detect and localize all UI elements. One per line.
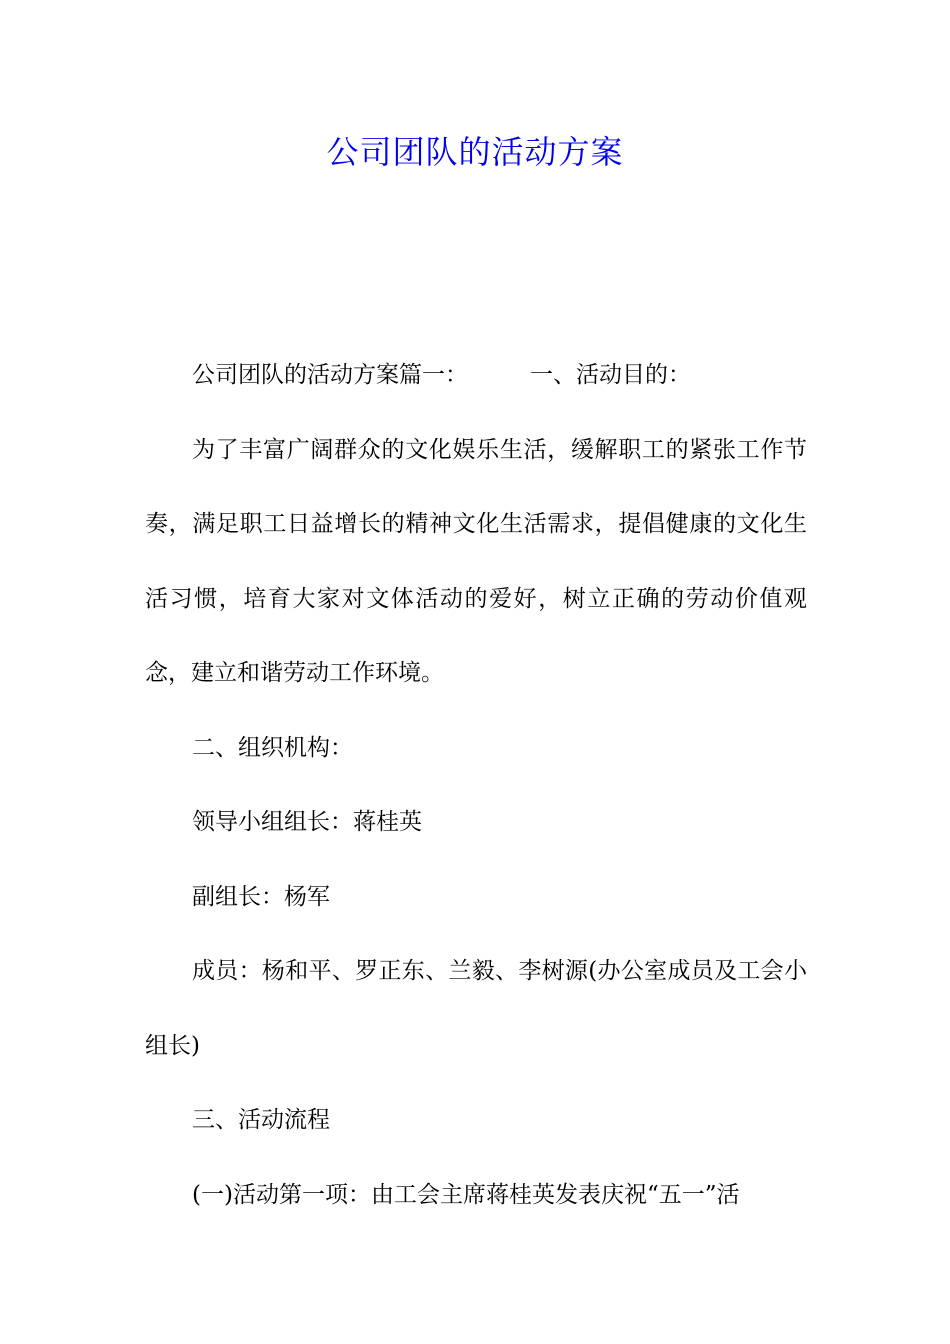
step1-line: (一)活动第一项：由工会主席蒋桂英发表庆祝“五一”活 [192, 1181, 740, 1208]
deputy-line: 副组长：杨军 [192, 883, 330, 910]
leader-line: 领导小组组长：蒋桂英 [192, 809, 422, 835]
members-line: 成员：杨和平、罗正东、兰毅、李树源(办公室成员及工会小组长) [145, 958, 807, 1059]
section1-heading: 一、活动目的： [530, 362, 691, 388]
document-title: 公司团队的活动方案 [326, 133, 624, 171]
document-body [145, 338, 807, 1232]
paragraph-purpose: 为了丰富广阔群众的文化娱乐生活，缓解职工的紧张工作节奏，满足职工日益增长的精神文化生活需求，提倡健康的文化生活习惯，培育大家对文体活动的爱好，树立正确的劳动价值观念，建立和谐劳动工作环境。 [145, 436, 807, 686]
section3-heading: 三、活动流程 [192, 1107, 330, 1133]
section2-heading: 二、组织机构： [192, 734, 353, 761]
intro-heading: 公司团队的活动方案篇一： [192, 362, 468, 388]
intro-line [145, 338, 807, 413]
